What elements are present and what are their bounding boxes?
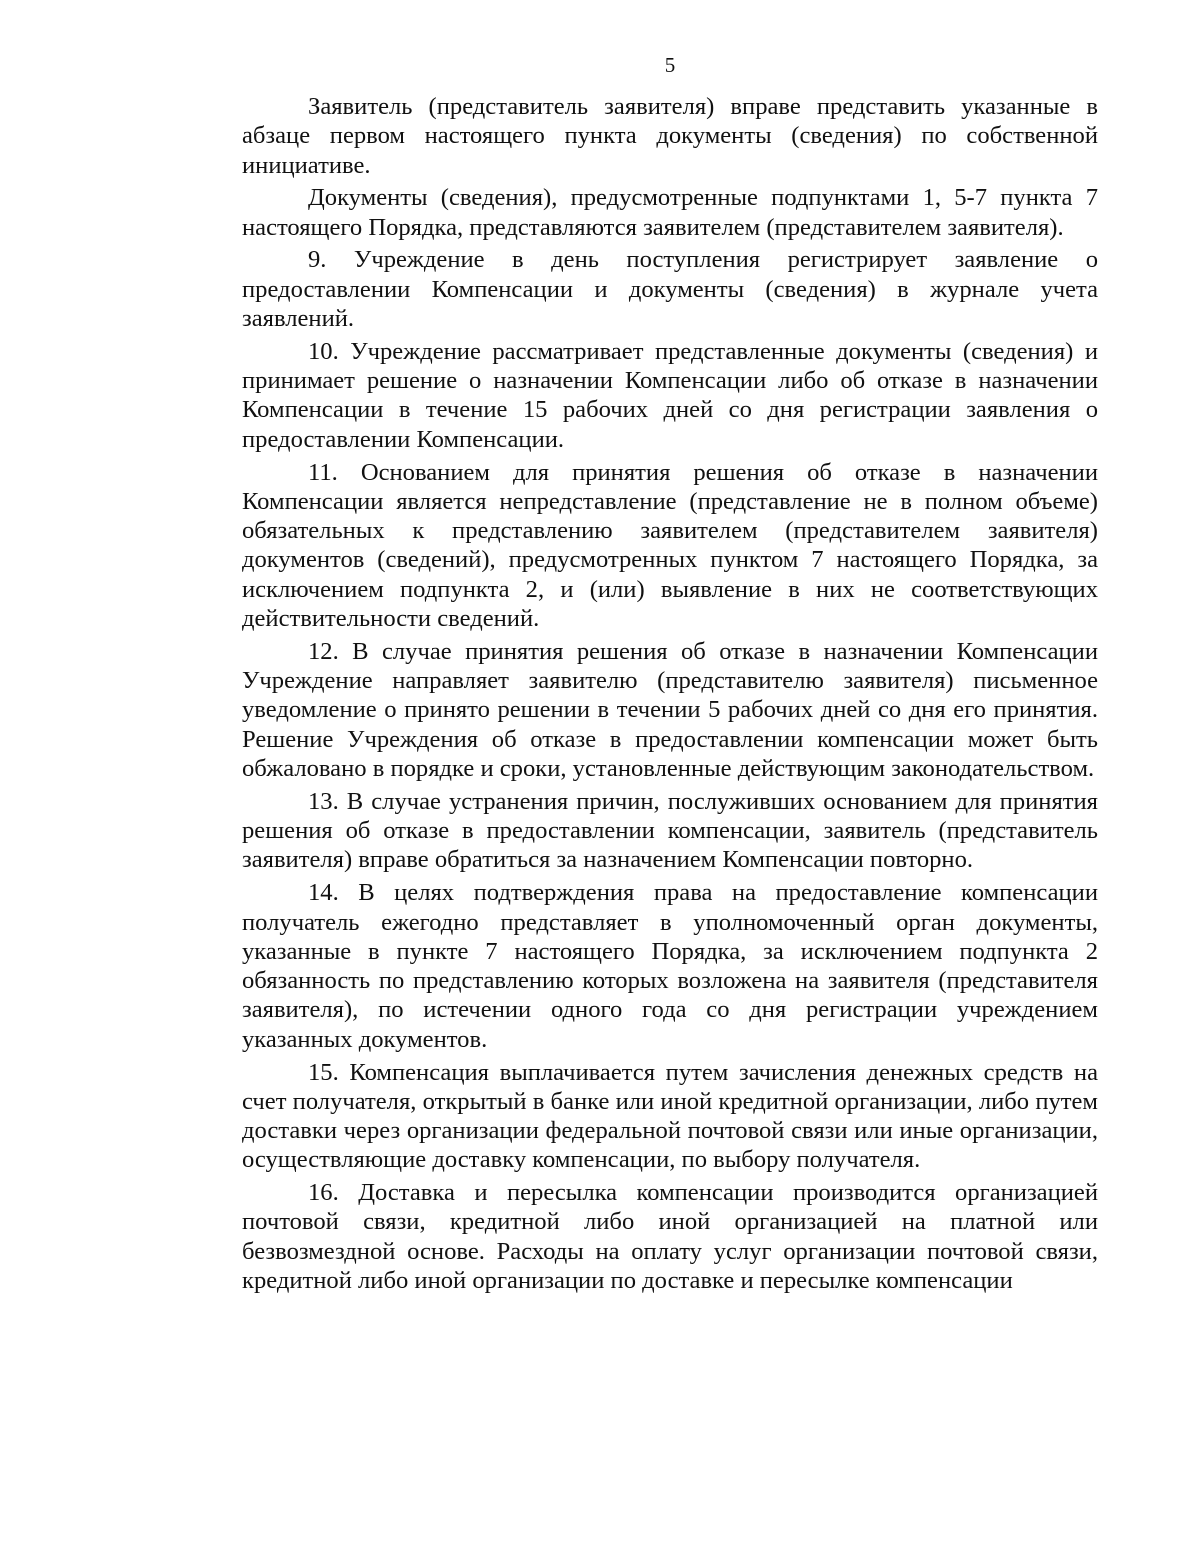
paragraph-item-11: 11. Основанием для принятия решения об отказе в назначении Компенсации является непредставление (представление не в полном объеме) обязательных к представлению заявителем (представителем заявителя) документов (сведений), предусмотренных пунктом 7 настоящего Порядка, за исключением подпункта 2, и (или) выявление в них не соответствующих действительности сведений. <box>242 458 1098 633</box>
paragraph-initiative: Заявитель (представитель заявителя) вправе представить указанные в абзаце первом настоящего пункта документы (сведения) по собственной инициативе. <box>242 93 1098 179</box>
paragraph-item-14: 14. В целях подтверждения права на предоставление компенсации получатель ежегодно представляет в уполномоченный орган документы, указанные в пункте 7 настоящего Порядка, за исключением подпункта 2 обязанность по представлению которых возложена на заявителя (представителя заявителя), по истечении одного года со дня регистрации учреждением указанных документов. <box>242 879 1098 1053</box>
paragraph-item-16: 16. Доставка и пересылка компенсации производится организацией почтовой связи, кредитной либо иной организацией на платной или безвозмездной основе. Расходы на оплату услуг организации почтовой связи, кредитной либо иной организации по доставке и пересылке компенсации <box>242 1179 1098 1295</box>
paragraph-item-13: 13. В случае устранения причин, послуживших основанием для принятия решения об отказе в предоставлении компенсации, заявитель (представитель заявителя) вправе обратиться за назначением Компенсации повторно. <box>242 787 1098 874</box>
paragraph-documents-submitted: Документы (сведения), предусмотренные подпунктами 1, 5-7 пункта 7 настоящего Порядка, представляются заявителем (представителем заявителя). <box>242 184 1098 241</box>
paragraph-item-9: 9. Учреждение в день поступления регистрирует заявление о предоставлении Компенсации и документы (сведения) в журнале учета заявлений. <box>242 246 1098 333</box>
paragraph-item-10: 10. Учреждение рассматривает представленные документы (сведения) и принимает решение о назначении Компенсации либо об отказе в назначении Компенсации в течение 15 рабочих дней со дня регистрации заявления о предоставлении Компенсации. <box>242 337 1098 453</box>
page-number: 5 <box>664 53 676 77</box>
document-body <box>242 92 1098 1299</box>
paragraph-item-15: 15. Компенсация выплачивается путем зачисления денежных средств на счет получателя, открытый в банке или иной кредитной организации, либо путем доставки через организации федеральной почтовой связи или иные организации, осуществляющие доставку компенсации, по выбору получателя. <box>242 1058 1098 1174</box>
paragraph-item-12: 12. В случае принятия решения об отказе в назначении Компенсации Учреждение направляет заявителю (представителю заявителя) письменное уведомление о принято решении в течении 5 рабочих дней со дня его принятия. Решение Учреждения об отказе в предоставлении компенсации может быть обжаловано в порядке и сроки, установленные действующим законодательством. <box>242 637 1098 783</box>
